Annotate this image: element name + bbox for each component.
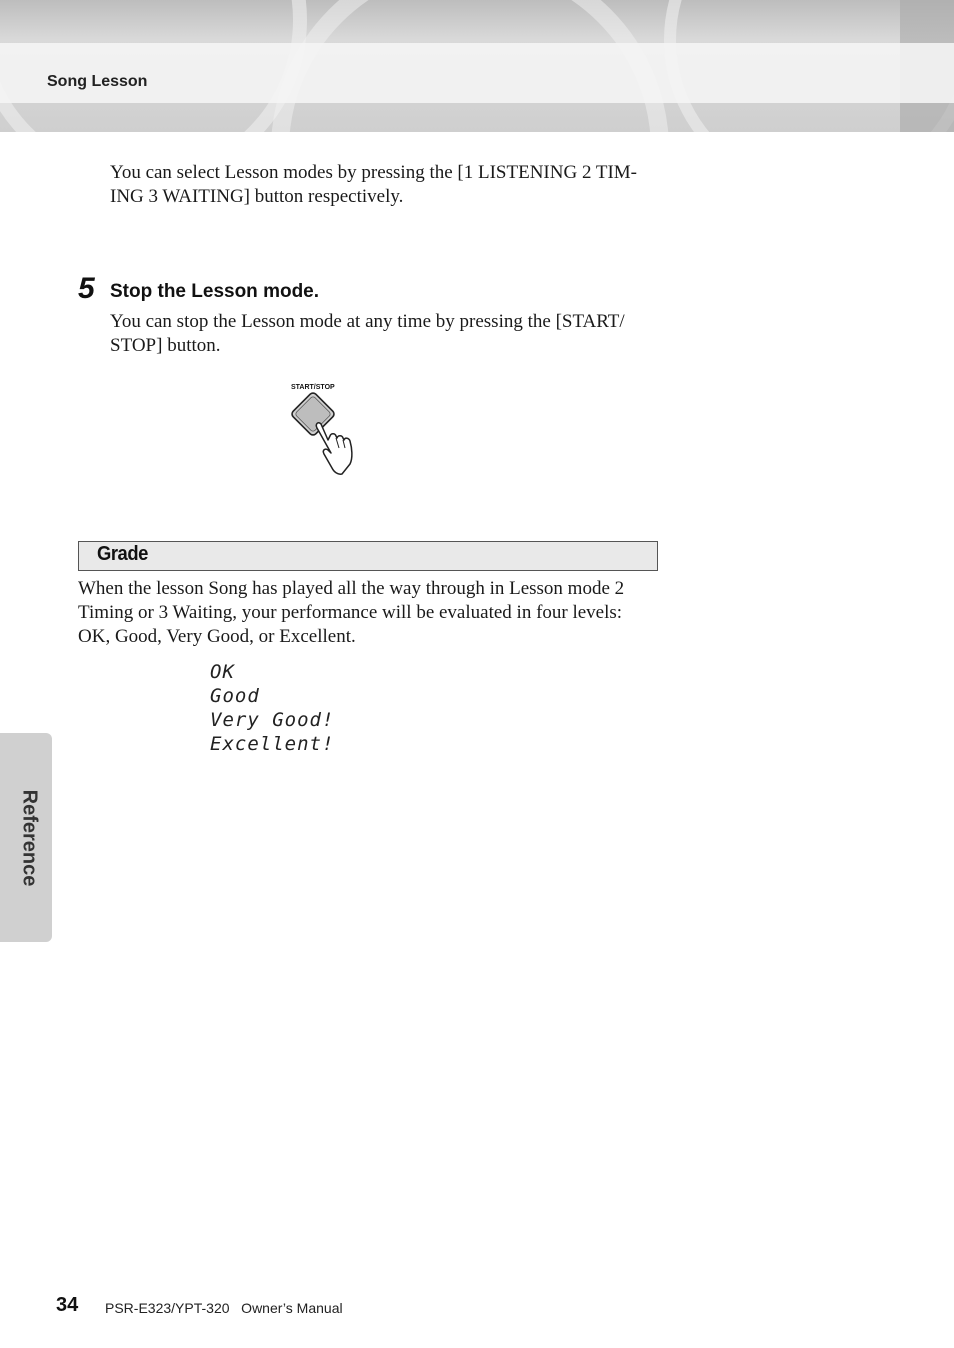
header-band [0, 0, 954, 132]
grade-levels-display [210, 660, 334, 756]
step-paragraph: You can stop the Lesson mode at any time by pressing the [START/ STOP] button. [110, 311, 625, 356]
start-stop-label: START/STOP [291, 384, 335, 391]
pointing-hand-icon [316, 423, 352, 474]
reference-side-tab-label: Reference [18, 789, 41, 887]
start-stop-button-illustration [280, 378, 370, 483]
grade-paragraph: When the lesson Song has played all the way through in Lesson mode 2 Timing or 3 Waiting, your performance will be evaluated in four levels: OK, Good, Very Good, or Excellent. [78, 578, 625, 647]
intro-paragraph: You can select Lesson modes by pressing the [1 LISTENING 2 TIM- ING 3 WAITING] button respectively. [110, 162, 637, 207]
step-title: Stop the Lesson mode. [110, 281, 320, 302]
grade-level-good: Good [210, 685, 260, 707]
grade-level-very-good: Very Good! [210, 709, 335, 731]
grade-heading-box [78, 541, 658, 571]
grade-level-ok: OK [210, 661, 235, 683]
step-number: 5 [78, 272, 95, 305]
grade-level-excellent: Excellent! [210, 733, 335, 755]
square-button-icon [290, 391, 335, 436]
page-number: 34 [56, 1294, 79, 1316]
section-title: Song Lesson [47, 73, 148, 90]
manual-title: PSR-E323/YPT-320 Owner’s Manual [105, 1300, 343, 1316]
grade-heading: Grade [97, 543, 148, 565]
